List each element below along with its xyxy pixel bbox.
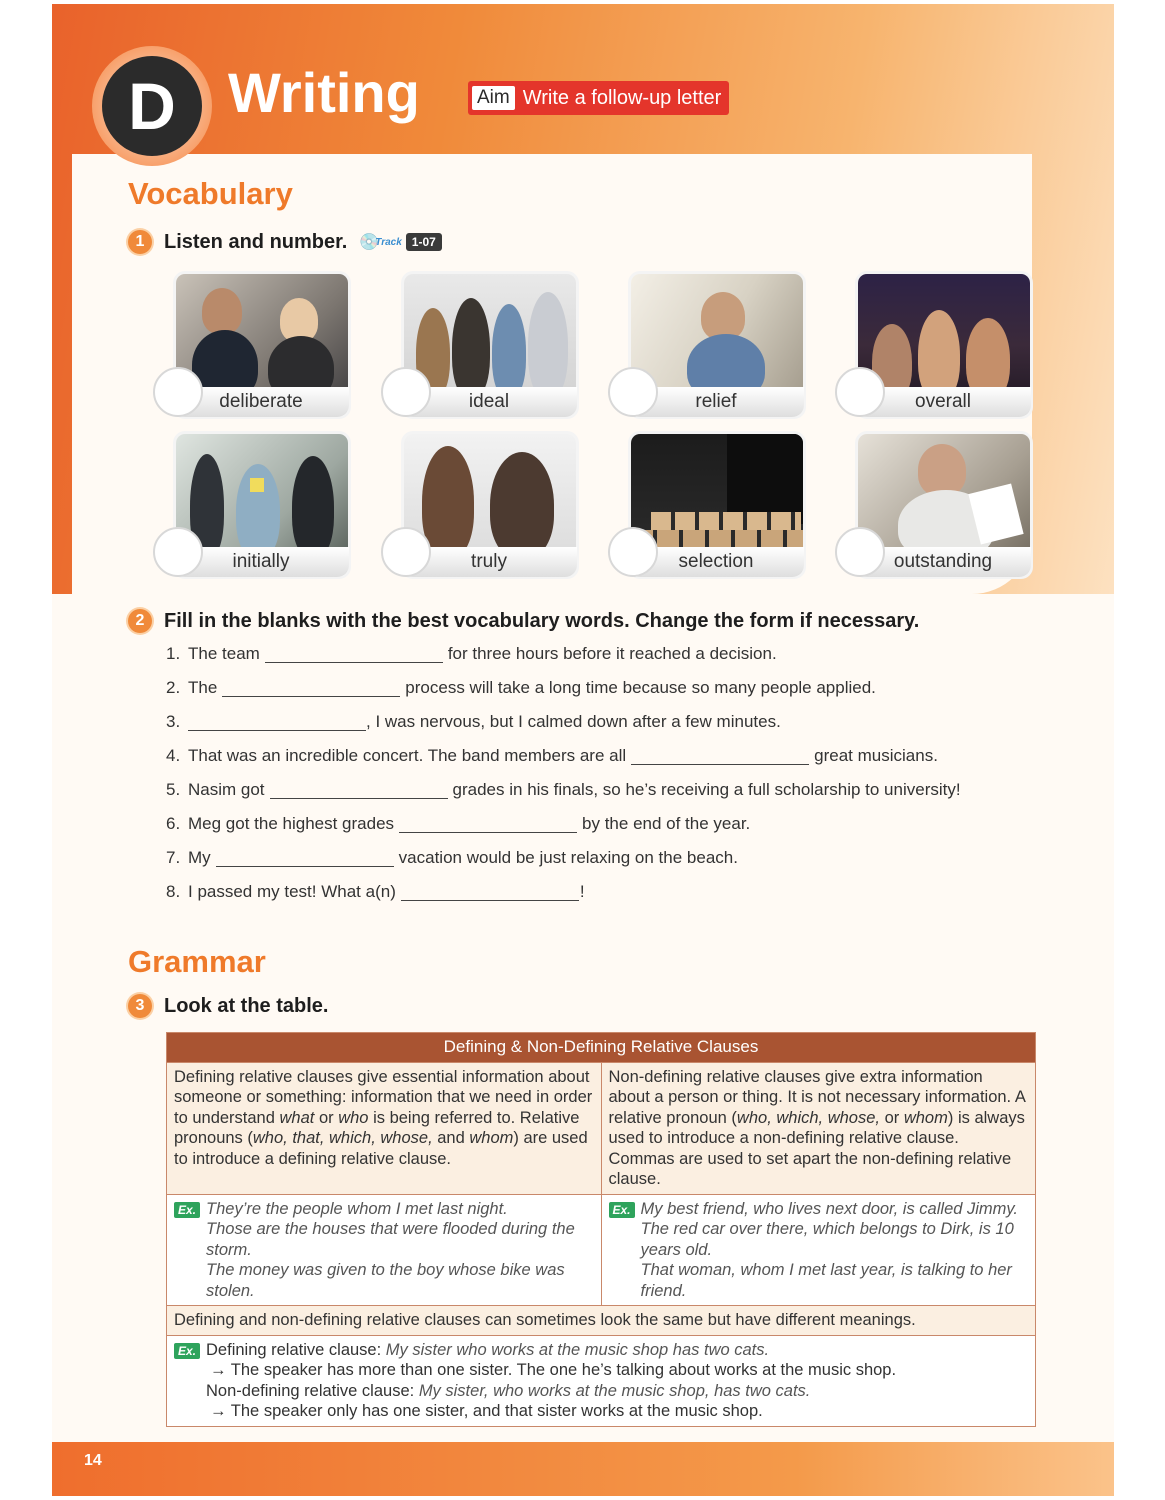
vocab-card[interactable] xyxy=(401,271,577,419)
vocab-word: outstanding xyxy=(855,547,1031,577)
answer-blank[interactable] xyxy=(216,848,394,867)
answer-blank[interactable] xyxy=(399,814,577,833)
vocab-card[interactable] xyxy=(855,431,1031,579)
list-item xyxy=(166,678,961,712)
answer-blank[interactable] xyxy=(631,746,809,765)
nondefining-label: Non-defining relative clause: xyxy=(206,1381,415,1400)
answer-blank[interactable] xyxy=(188,712,366,731)
item-text: The team xyxy=(188,644,260,663)
relative-clauses-table xyxy=(166,1032,1036,1427)
table-row xyxy=(167,1062,1036,1194)
defining-explanation: Defining relative clauses give essential information about someone or something: information that we need in order to understand what or who is being referred to. Relative pronouns (who, that, which, whose, and whom) are used to introduce a defining relative clause. xyxy=(167,1062,602,1194)
item-text: That was an incredible concert. The band members are all xyxy=(188,746,627,765)
example-sentence: That woman, whom I met last year, is talking to her friend. xyxy=(640,1261,1012,1300)
vocab-word: deliberate xyxy=(173,387,349,417)
item-number: 6. xyxy=(166,814,181,833)
exercise-number: 3 xyxy=(128,994,152,1018)
exercise-text: Listen and number. xyxy=(164,230,348,253)
exercise-3-instruction xyxy=(128,994,328,1018)
page-title: Writing xyxy=(228,61,420,124)
table-row xyxy=(167,1194,1036,1306)
item-text: for three hours before it reached a decision. xyxy=(447,644,777,663)
answer-blank[interactable] xyxy=(270,780,448,799)
exercise-number: 1 xyxy=(128,230,152,254)
list-item xyxy=(166,780,961,814)
defining-label: Defining relative clause: xyxy=(206,1340,382,1359)
defining-examples xyxy=(167,1194,602,1306)
vocab-word: truly xyxy=(401,547,577,577)
list-item xyxy=(166,746,961,780)
aim-label: Aim xyxy=(472,86,515,110)
item-text: process will take a long time because so many people applied. xyxy=(405,678,876,697)
item-number: 2. xyxy=(166,678,181,697)
example-sentence: My sister who works at the music shop has two cats. xyxy=(385,1340,770,1359)
item-text: The xyxy=(188,678,218,697)
example-sentence: The money was given to the boy whose bike was stolen. xyxy=(206,1261,565,1300)
item-number: 1. xyxy=(166,644,181,663)
number-answer-circle[interactable] xyxy=(835,367,885,417)
table-header: Defining & Non-Defining Relative Clauses xyxy=(167,1033,1036,1063)
exercise-text: Look at the table. xyxy=(164,994,329,1017)
vocab-word: selection xyxy=(628,547,804,577)
item-text: grades in his finals, so he’s receiving a full scholarship to university! xyxy=(452,780,961,799)
item-text: My xyxy=(188,848,211,867)
item-number: 8. xyxy=(166,882,181,901)
answer-blank[interactable] xyxy=(401,882,579,901)
number-answer-circle[interactable] xyxy=(381,527,431,577)
vocabulary-heading: Vocabulary xyxy=(128,176,293,211)
example-badge: Ex. xyxy=(174,1343,200,1359)
item-text: by the end of the year. xyxy=(582,814,751,833)
workbook-page xyxy=(52,4,1114,1496)
table-note: Defining and non-defining relative clauses can sometimes look the same but have different meanings. xyxy=(167,1306,1036,1336)
page-number: 14 xyxy=(84,1452,102,1469)
item-text: , I was nervous, but I calmed down after a few minutes. xyxy=(366,712,781,731)
example-explanation: → The speaker only has one sister, and that sister works at the music shop. xyxy=(210,1402,763,1420)
list-item xyxy=(166,814,961,848)
number-answer-circle[interactable] xyxy=(835,527,885,577)
answer-blank[interactable] xyxy=(222,678,400,697)
section-badge: D xyxy=(102,56,202,156)
example-sentence: The red car over there, which belongs to Dirk, is 10 years old. xyxy=(640,1220,1014,1259)
comparison-examples xyxy=(167,1335,1036,1426)
example-badge: Ex. xyxy=(609,1202,635,1218)
number-answer-circle[interactable] xyxy=(153,527,203,577)
item-text: I passed my test! What a(n) xyxy=(188,882,396,901)
nondefining-explanation: Non-defining relative clauses give extra information about a person or thing. It is not necessary information. A relative pronoun (who, which, whose, or whom) is always used to introduce a non-defining relative clause. Commas are used to set apart the non-defining relative clause. xyxy=(601,1062,1036,1194)
item-number: 4. xyxy=(166,746,181,765)
example-sentence: Those are the houses that were flooded during the storm. xyxy=(206,1220,575,1259)
aim-banner xyxy=(468,81,729,115)
example-sentence: My sister, who works at the music shop, has two cats. xyxy=(418,1381,811,1400)
answer-blank[interactable] xyxy=(265,644,443,663)
exercise-number: 2 xyxy=(128,609,152,633)
list-item xyxy=(166,712,961,746)
number-answer-circle[interactable] xyxy=(608,527,658,577)
cd-icon: 💿 xyxy=(359,234,380,251)
audio-track[interactable] xyxy=(359,232,441,252)
aim-text: Write a follow-up letter xyxy=(522,86,722,109)
item-text: vacation would be just relaxing on the beach. xyxy=(398,848,738,867)
item-text: ! xyxy=(579,882,585,901)
vocab-card[interactable] xyxy=(628,271,804,419)
grammar-heading: Grammar xyxy=(128,944,266,979)
item-number: 5. xyxy=(166,780,181,799)
table-row xyxy=(167,1335,1036,1426)
item-text: great musicians. xyxy=(814,746,938,765)
list-item xyxy=(166,644,961,678)
page-footer xyxy=(52,1442,1114,1496)
example-explanation: → The speaker has more than one sister. The one he’s talking about works at the music shop. xyxy=(210,1361,897,1379)
exercise-1-instruction xyxy=(128,230,442,254)
vocab-card[interactable] xyxy=(173,431,349,579)
example-badge: Ex. xyxy=(174,1202,200,1218)
vocab-word: ideal xyxy=(401,387,577,417)
vocab-card[interactable] xyxy=(401,431,577,579)
vocab-card[interactable] xyxy=(628,431,804,579)
vocab-word: overall xyxy=(855,387,1031,417)
vocab-card[interactable] xyxy=(173,271,349,419)
exercise-text: Fill in the blanks with the best vocabulary words. Change the form if necessary. xyxy=(164,609,920,632)
item-text: Nasim got xyxy=(188,780,265,799)
number-answer-circle[interactable] xyxy=(608,367,658,417)
table-row xyxy=(167,1306,1036,1336)
fill-in-list xyxy=(166,644,961,916)
track-label: 1-07 xyxy=(406,233,442,251)
track-badge: Track xyxy=(375,236,402,248)
number-answer-circle[interactable] xyxy=(153,367,203,417)
item-number: 3. xyxy=(166,712,181,731)
exercise-2-instruction xyxy=(128,609,919,633)
vocab-card[interactable] xyxy=(855,271,1031,419)
list-item xyxy=(166,882,961,916)
example-sentence: My best friend, who lives next door, is called Jimmy. xyxy=(640,1199,1019,1218)
nondefining-examples xyxy=(601,1194,1036,1306)
item-number: 7. xyxy=(166,848,181,867)
list-item xyxy=(166,848,961,882)
number-answer-circle[interactable] xyxy=(381,367,431,417)
item-text: Meg got the highest grades xyxy=(188,814,395,833)
vocab-word: initially xyxy=(173,547,349,577)
example-sentence: They’re the people whom I met last night. xyxy=(206,1199,508,1218)
vocab-word: relief xyxy=(628,387,804,417)
